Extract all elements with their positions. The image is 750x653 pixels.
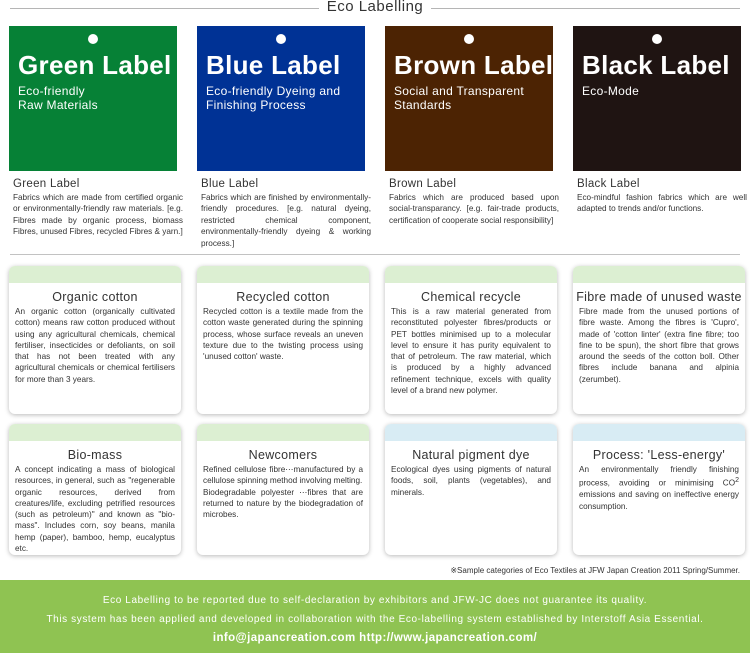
card-text-part1: An environmentally friendly finishing process, avoiding or minimising CO bbox=[579, 465, 739, 489]
card-title: Recycled cotton bbox=[236, 290, 330, 304]
green-label-sub-line1: Eco-friendly bbox=[18, 84, 85, 98]
category-card-natural-pigment-dye bbox=[385, 424, 557, 555]
green-label-subtitle bbox=[18, 84, 173, 112]
blue-label-desc-text: Fabrics which are finished by environmentally-friendly procedures. [e.g. natural dyeing, restricted chemical component, environmentally-friendly dyeing & working process.] bbox=[201, 193, 371, 248]
green-label-desc-text: Fabrics which are made from certified organic or environmentally-friendly raw materials. [e.g. Fibres made by organic process, biomass Fibres, unused Fibres, recycled Fibres & yarn.] bbox=[13, 193, 183, 237]
black-label-tag bbox=[573, 26, 741, 171]
card-title: Fibre made of unused waste bbox=[576, 290, 742, 304]
green-label-description bbox=[13, 177, 183, 238]
blue-label-tag bbox=[197, 26, 365, 171]
black-label-desc-title: Black Label bbox=[577, 178, 640, 190]
card-text: Fibre made from the unused portions of fibre waste. Among the fibres is 'Cupro', made of 'cotton linter' (extra fine fibre; too fine to be spun), the short fibre that grows around the seeds of the cotton boll. Other fibres include banana and alpinia (zerumbet). bbox=[579, 307, 739, 384]
blue-label-subtitle bbox=[206, 84, 361, 112]
footer bbox=[0, 580, 750, 653]
card-text-part2: emissions and saving on ineffective energy consumption. bbox=[579, 490, 739, 511]
card-text: An organic cotton (organically cultivated cotton) means raw cotton produced without using any agricultural chemicals, chemical fertiliser, insecticides or defoliants, on soil that has not been treated with any agricultural chemicals or chemical fertilisers for more than 3 years. bbox=[15, 307, 175, 384]
page-title-text: Eco Labelling bbox=[319, 0, 432, 15]
co2-subscript: 2 bbox=[735, 477, 739, 485]
card-band bbox=[573, 266, 745, 283]
black-label-title: Black Label bbox=[582, 50, 730, 80]
blue-label-title: Blue Label bbox=[206, 50, 341, 80]
tag-hole-icon bbox=[652, 34, 662, 44]
footer-disclaimer: Eco Labelling to be reported due to self-declaration by exhibitors and JFW-JC does not guarantee its quality. bbox=[102, 595, 648, 606]
category-card-organic-cotton bbox=[9, 266, 181, 414]
card-text-line1: Refined cellulose fibre⋯manufactured by a cellulose spinning method involving melting. bbox=[203, 465, 363, 486]
card-title: Chemical recycle bbox=[421, 290, 521, 304]
card-band bbox=[573, 424, 745, 441]
card-band bbox=[9, 424, 181, 441]
black-label-subtitle bbox=[582, 84, 737, 98]
brown-label-description bbox=[389, 177, 559, 226]
card-band bbox=[385, 266, 557, 283]
card-text: A concept indicating a mass of biological resources, in general, such as "regenerable organic resources, derived from creatures/life, excluding petrified resources (such as petroleum)" and known as "bio-mass". Includes corn, soy beans, manila hemp (paper), bamboo, hemp, eucalyptus etc. bbox=[15, 465, 175, 554]
category-card-fibre-unused-waste bbox=[573, 266, 745, 414]
brown-label-subtitle bbox=[394, 84, 549, 112]
category-card-chemical-recycle bbox=[385, 266, 557, 414]
section-divider bbox=[10, 254, 740, 255]
card-band bbox=[385, 424, 557, 441]
card-text: Recycled cotton is a textile made from the cotton waste generated during the spinning process, whose surface reveals an uneven texture due to the twisting process using 'unused cotton' waste. bbox=[203, 307, 363, 362]
card-text bbox=[197, 462, 369, 520]
tag-hole-icon bbox=[88, 34, 98, 44]
brown-label-tag bbox=[385, 26, 553, 171]
page-header bbox=[10, 0, 740, 18]
page-title bbox=[10, 0, 740, 15]
footer-contact-link[interactable]: info@japancreation.com http://www.japancreation.com/ bbox=[212, 632, 538, 644]
footer-collaboration: This system has been applied and developed in collaboration with the Eco-labelling system established by Interstoff Asia Essential. bbox=[46, 614, 704, 625]
category-card-newcomers bbox=[197, 424, 369, 555]
green-label-title: Green Label bbox=[18, 50, 172, 80]
card-text: This is a raw material generated from reconstituted polyester fibres/products or PET bottles minimised up to a molecular level to ensure it has purity equivalent to that of petroleum. The raw material, which is produced by a highly advanced refinement technique, excels with quality level of a brand new polymer. bbox=[391, 307, 551, 396]
brown-label-title: Brown Label bbox=[394, 50, 554, 80]
tag-hole-icon bbox=[464, 34, 474, 44]
card-band bbox=[197, 424, 369, 441]
category-card-less-energy bbox=[573, 424, 745, 555]
card-title: Newcomers bbox=[248, 448, 318, 462]
card-band bbox=[197, 266, 369, 283]
tag-hole-icon bbox=[276, 34, 286, 44]
brown-label-desc-text: Fabrics which are produced based upon social-transparancy. [e.g. fair-trade products, certification of cooperate social responsibility] bbox=[389, 193, 559, 225]
card-text bbox=[573, 462, 745, 512]
black-label-sub-line1: Eco-Mode bbox=[582, 84, 640, 98]
card-title: Natural pigment dye bbox=[412, 448, 530, 462]
green-label-sub-line2: Raw Materials bbox=[18, 98, 98, 112]
brown-label-sub-line1: Social and Transparent bbox=[394, 84, 525, 98]
black-label-desc-text: Eco-mindful fashion fabrics which are well adapted to trends and/or functions. bbox=[577, 193, 747, 214]
brown-label-sub-line2: Standards bbox=[394, 98, 452, 112]
blue-label-sub-line1: Eco-friendly Dyeing and bbox=[206, 84, 341, 98]
card-text: Ecological dyes using pigments of natural foods, soil, plants (vegetables), and minerals. bbox=[391, 465, 551, 497]
card-title: Bio-mass bbox=[67, 448, 123, 462]
green-label-desc-title: Green Label bbox=[13, 178, 80, 190]
green-label-tag bbox=[9, 26, 177, 171]
blue-label-description bbox=[201, 177, 371, 249]
card-title: Organic cotton bbox=[52, 290, 138, 304]
card-title: Process: 'Less-energy' bbox=[592, 448, 726, 462]
blue-label-desc-title: Blue Label bbox=[201, 178, 259, 190]
category-card-bio-mass bbox=[9, 424, 181, 555]
category-card-recycled-cotton bbox=[197, 266, 369, 414]
blue-label-sub-line2: Finishing Process bbox=[206, 98, 306, 112]
black-label-description bbox=[577, 177, 747, 215]
brown-label-desc-title: Brown Label bbox=[389, 178, 457, 190]
sample-note: ※Sample categories of Eco Textiles at JFW Japan Creation 2011 Spring/Summer. bbox=[450, 566, 740, 575]
card-text-line2: Biodegradable polyester ⋯fibres that are returned to nature by the biodegradation of microbes. bbox=[203, 487, 363, 520]
card-band bbox=[9, 266, 181, 283]
